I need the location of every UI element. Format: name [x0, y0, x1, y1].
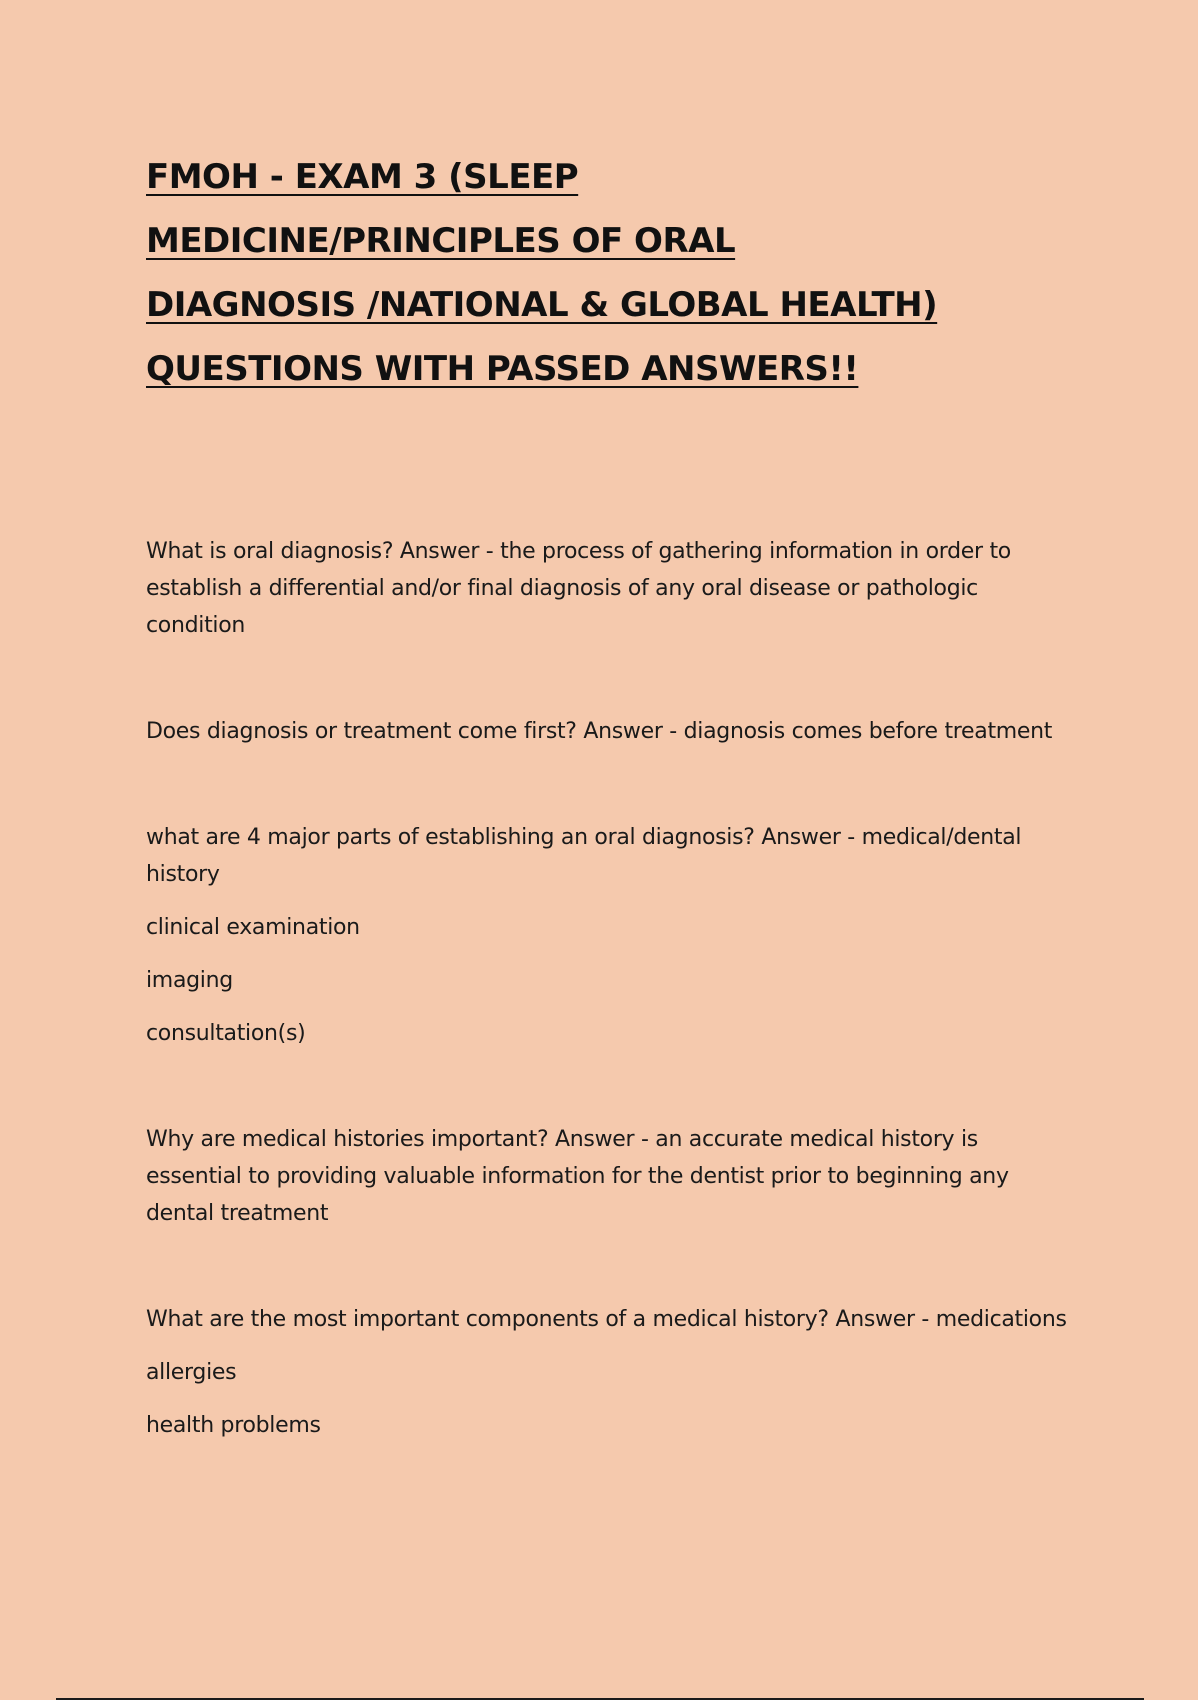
document-title — [146, 145, 1076, 401]
question-answer-text: What is oral diagnosis? Answer - the process of gathering information in order to establish a differential and/or final diagnosis of any oral disease or pathologic condition — [146, 539, 1011, 638]
question-answer-text: what are 4 major parts of establishing an oral diagnosis? Answer - medical/dental history — [146, 825, 1022, 887]
answer-list-item: allergies — [146, 1360, 237, 1385]
answer-list-item: imaging — [146, 968, 233, 993]
qa-item — [146, 819, 1076, 1052]
qa-list — [146, 533, 1076, 1444]
title-line: MEDICINE/PRINCIPLES OF ORAL — [146, 221, 736, 261]
qa-item — [146, 1301, 1076, 1444]
question-answer-text: What are the most important components of a medical history? Answer - medications — [146, 1307, 1067, 1332]
qa-item — [146, 713, 1076, 750]
qa-item — [146, 1121, 1076, 1232]
answer-list-item: consultation(s) — [146, 1021, 306, 1046]
title-line: FMOH - EXAM 3 (SLEEP — [146, 157, 579, 197]
qa-item — [146, 533, 1076, 644]
question-answer-text: Does diagnosis or treatment come first? Answer - diagnosis comes before treatment — [146, 719, 1053, 744]
answer-list-item: health problems — [146, 1413, 321, 1438]
page-content — [146, 145, 1076, 1513]
answer-list-item: clinical examination — [146, 915, 360, 940]
question-answer-text: Why are medical histories important? Answer - an accurate medical history is essential to providing valuable information for the dentist prior to beginning any dental treatment — [146, 1127, 1009, 1226]
title-line: DIAGNOSIS /NATIONAL & GLOBAL HEALTH) — [146, 285, 938, 325]
title-line: QUESTIONS WITH PASSED ANSWERS!! — [146, 349, 859, 389]
